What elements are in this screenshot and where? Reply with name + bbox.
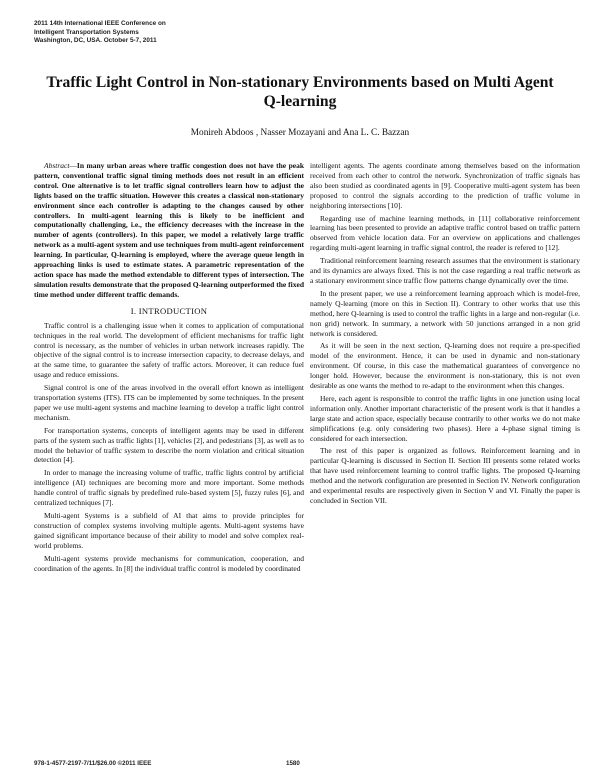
abstract [34,161,304,300]
paper-title: Traffic Light Control in Non-stationary Environments based on Multi Agent Q-learning [46,74,554,110]
paragraph: For transportation systems, concepts of intelligent agents may be used in different parts of the system such as traffic lights [1], vehicles [2], and pedestrians [3], as well as to model the behavior of traffic system to describe the norm violation and critical situation detection [4]. [34,425,304,465]
abstract-label: Abstract [44,161,70,170]
section-heading-introduction: I. INTRODUCTION [130,305,208,316]
paragraph: Here, each agent is responsible to control the traffic lights in one junction using local information only. Another important characteristic of the present work is that it handles a large state and action space, especially because contrarily to other works we do not make simplifications (e.g. only considering two phases). Here a 4-phase signal timing is considered for each intersection. [310,393,580,443]
abstract-text: In many urban areas where traffic congestion does not have the peak pattern, conventional traffic signal timing methods does not result in an efficient control. One alternative is to let traffic signal controllers learn how to adjust the lights based on the traffic situation. However this creates a classical non-stationary environment since each controller is adapting to the changes caused by other controllers. In multi-agent learning this is likely to be inefficient and computationally challenging, i.e., the efficiency decreases with the increase in the number of agents (controllers). In this paper, we model a relatively large traffic network as a multi-agent system and use techniques from multi-agent reinforcement learning. In particular, Q-learning is employed, where the average queue length in approaching links is used to estimate states. A parametric representation of the action space has made the method extendable to different types of intersection. The simulation results demonstrate that the proposed Q-learning outperformed the fixed time method under different traffic demands. [34,161,304,299]
abstract-dash: — [69,161,77,170]
paragraph: Multi-agent Systems is a subfield of AI that aims to provide principles for construction of complex systems involving multiple agents. Multi-agent systems have gained significant importance because of their ability to model and solve complex real-world problems. [34,511,304,550]
paragraph: Signal control is one of the areas involved in the overall effort known as intelligent transportation systems (ITS). ITS can be implemented by some techniques. In the present paper we use multi-agent systems and machine learning to develop a traffic light control mechanism. [34,383,304,422]
conference-line-1: 2011 14th International IEEE Conference on [34,20,166,27]
paragraph: Multi-agent systems provide mechanisms for communication, cooperation, and coordination of the agents. In [8] the individual traffic control is modeled by coordinated [34,553,304,573]
paragraph: In order to manage the increasing volume of traffic, traffic lights control by artificial intelligence (AI) techniques are becoming more and more important. Some methods handle control of traffic signals by predefined rule-based system [5], fuzzy rules [6], and centralized techniques [7]. [34,468,304,508]
paragraph: As it will be seen in the next section, Q-learning does not require a pre-specified model of the environment. Hence, it can be used in dynamic and non-stationary environment. Of course, in this case the mathematical guarantees of convergence no longer hold. However, because the environment is non-stationary, this is not even desirable as one wants the method to re-adapt to the environment when this changes. [310,341,580,391]
copyright-footer: 978-1-4577-2197-7/11/$26.00 ©2011 IEEE [34,760,152,767]
conference-line-3: Washington, DC, USA. October 5-7, 2011 [34,37,157,45]
left-column [34,161,304,576]
paragraph: The rest of this paper is organized as follows. Reinforcement learning and in particular Q-learning is discussed in Section II. Section III presents some related works that have used reinforcement learning to control traffic lights. The proposed Q-learning method and the network configuration are presented in Section IV. Network configuration and experimental results are respectively given in Section V and VI. Finally the paper is concluded in Section VII. [310,446,580,505]
paper-authors: Monireh Abdoos , Nasser Mozayani and Ana L. C. Bazzan [190,128,410,138]
right-column [310,161,580,509]
page-number: 1580 [286,760,300,767]
conference-line-2: Intelligent Transportation Systems [34,28,139,36]
paragraph: intelligent agents. The agents coordinate among themselves based on the information received from each other to control the network. Synchronization of traffic signals has also been studied as coordinated agents in [9]. Cooperative multi-agent system has been proposed to control the signals according to the prediction of traffic volume in neighboring intersections [10]. [310,161,580,210]
paragraph: In the present paper, we use a reinforcement learning approach which is model-free, namely Q-learning (more on this in Section II). Contrary to other works that use this method, here Q-learning is used to control the traffic lights in a large and non-regular (i.e. non grid) network. In summary, a network with 50 junctions arranged in a non grid network is considered. [310,288,580,338]
paragraph: Traditional reinforcement learning research assumes that the environment is stationary and its dynamics are always fixed. This is not the case regarding a real traffic network as a stationary environment since traffic flow patterns change dynamically over the time. [310,256,580,285]
conference-header [34,20,294,46]
paragraph: Regarding use of machine learning methods, in [11] collaborative reinforcement learning has been presented to provide an adaptive traffic control based on traffic pattern observed from vehicle location data. For an overview on applications and challenges regarding multi-agent learning in traffic signal control, the reader is refered to [12]. [310,213,580,253]
paragraph: Traffic control is a challenging issue when it comes to application of computational techniques in the real world. The development of efficient mechanisms for traffic light control is necessary, as the number of vehicles in urban network increases rapidly. The objective of the signal control is to increase intersection capacity, to decrease delays, and at the same time, to guarantee the safety of traffic actors. Moreover, it can reduce fuel usage and reduce emissions. [34,320,304,380]
